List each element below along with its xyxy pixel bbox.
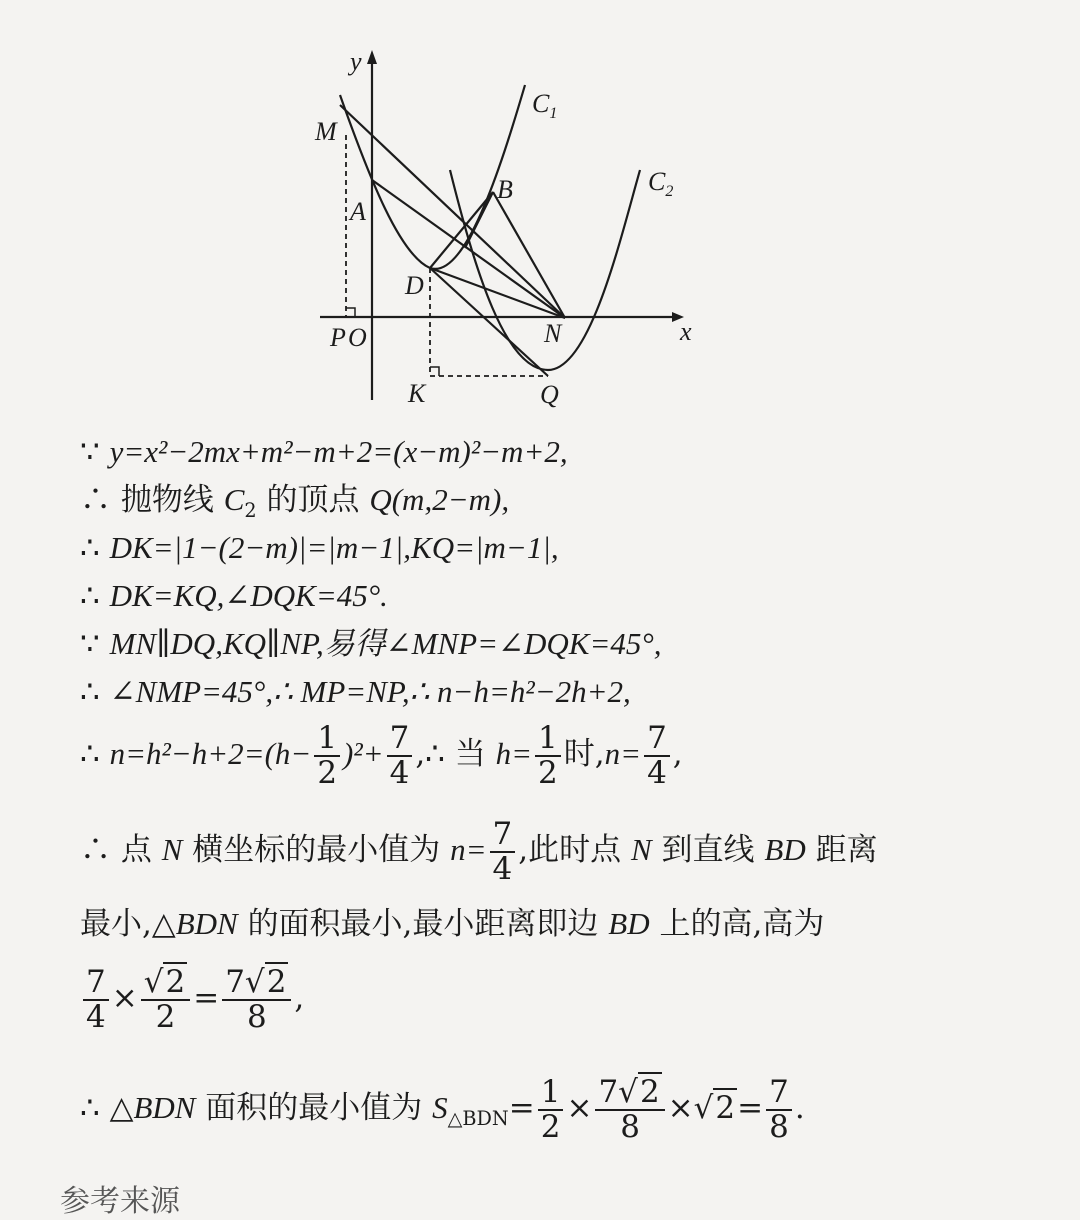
solution-line-7 <box>80 722 683 789</box>
comma: , <box>294 980 305 1017</box>
label-o: O <box>348 323 367 352</box>
fraction-1-2: $\frac{1}{2}$ <box>538 1076 564 1143</box>
sub: 2 <box>244 499 257 523</box>
text: ,此时点 <box>518 832 622 869</box>
solution-line-5 <box>80 624 662 664</box>
label-m: M <box>315 117 337 146</box>
line-db <box>430 192 493 268</box>
equation: Q(m,2−m), <box>369 482 510 517</box>
var: S <box>432 1090 448 1126</box>
text: 最小,△ <box>80 906 176 942</box>
right-angle-k <box>430 367 439 376</box>
parabola-figure <box>300 40 720 420</box>
solution-line-11 <box>80 1076 805 1143</box>
label-k: K <box>408 379 426 408</box>
times: × <box>111 980 138 1017</box>
equation: )²+ <box>343 736 384 772</box>
fraction-sqrt2-2: $\frac{√2}{2}$ <box>141 966 191 1033</box>
line-bn <box>493 192 565 318</box>
y-axis-arrow <box>367 50 377 64</box>
text: 横坐标的最小值为 <box>192 832 441 869</box>
because-symbol: ∵ <box>80 434 100 470</box>
equation: MN∥DQ,KQ∥NP,易得∠MNP=∠DQK=45°, <box>109 626 662 661</box>
text: 到直线 <box>661 832 755 869</box>
solution-line-6 <box>80 672 631 712</box>
fraction-7-4: $\frac{7}{4}$ <box>644 722 670 789</box>
label-y: y <box>350 47 362 76</box>
var: n= <box>450 832 487 868</box>
text: 的面积最小,最小距离即边 <box>247 906 599 942</box>
therefore-symbol: ∴ <box>80 482 111 518</box>
label-b: B <box>497 175 513 204</box>
therefore-symbol: ∴ <box>80 578 100 614</box>
fraction-1-2: $\frac{1}{2}$ <box>535 722 561 789</box>
equation: n=h²−h+2=(h− <box>109 736 312 772</box>
text: 面积的最小值为 <box>205 1090 423 1127</box>
sub: △BDN <box>447 1107 509 1131</box>
line-an <box>372 180 565 318</box>
equation: DK=|1−(2−m)|=|m−1|,KQ=|m−1|, <box>109 530 559 565</box>
line-dn <box>430 268 565 318</box>
fraction-1-2: $\frac{1}{2}$ <box>314 722 340 789</box>
text: ,∴ 当 <box>415 736 486 773</box>
label-n: N <box>544 319 562 348</box>
equals: = <box>508 1090 535 1127</box>
var: BDN <box>133 1090 196 1126</box>
text: 时, <box>563 736 605 773</box>
var: N <box>161 832 183 868</box>
var: BDN <box>175 906 238 941</box>
comma: , <box>672 736 683 773</box>
solution-line-10 <box>80 966 304 1033</box>
label-c1: $C_1$ <box>532 89 558 122</box>
radicand: 2 <box>715 1090 736 1127</box>
therefore-symbol: ∴ <box>80 736 100 773</box>
text: 点 <box>120 832 152 869</box>
equation: DK=KQ,∠DQK=45°. <box>109 578 388 613</box>
text: 的顶点 <box>266 482 360 518</box>
label-c2: $C_2$ <box>648 167 674 200</box>
var: h= <box>495 736 533 772</box>
period: . <box>794 1090 805 1127</box>
equals: = <box>193 980 220 1017</box>
line-mn <box>340 105 565 318</box>
times: × <box>566 1090 593 1127</box>
therefore-symbol: ∴ <box>80 530 100 566</box>
var: n= <box>604 736 642 772</box>
sqrt-symbol: √ <box>693 1090 714 1127</box>
label-x: x <box>680 317 692 346</box>
because-symbol: ∵ <box>80 626 100 662</box>
text: 距离 <box>815 832 878 869</box>
var: BD <box>608 906 650 941</box>
equation: y=x²−2mx+m²−m+2=(x−m)²−m+2, <box>109 434 568 469</box>
solution-line-4 <box>80 576 388 616</box>
therefore-symbol: ∴ <box>80 832 111 869</box>
fraction-7-4: $\frac{7}{4}$ <box>490 818 516 885</box>
equation: ∠NMP=45°,∴ MP=NP,∴ n−h=h²−2h+2, <box>109 674 631 709</box>
fraction-7-4: $\frac{7}{4}$ <box>83 966 109 1033</box>
cutoff-heading: 参考来源 <box>60 1184 180 1219</box>
solution-line-1 <box>80 432 568 472</box>
label-d: D <box>405 271 424 300</box>
label-a: A <box>350 197 366 226</box>
therefore-symbol: ∴ <box>80 1090 100 1127</box>
solution-line-9 <box>80 904 824 944</box>
solution-line-8 <box>80 818 878 885</box>
text: △ <box>109 1090 134 1127</box>
var: C <box>223 482 245 517</box>
fraction-7sqrt2-8: $\frac{7√2}{8}$ <box>595 1076 664 1143</box>
solution-line-3 <box>80 528 559 568</box>
solution-line-2 <box>80 480 509 531</box>
var: N <box>631 832 652 868</box>
var: BD <box>764 832 806 868</box>
label-p: P <box>330 323 346 352</box>
text: 上的高,高为 <box>659 906 825 942</box>
times: × <box>667 1090 694 1127</box>
fraction-7sqrt2-8: $\frac{7√2}{8}$ <box>222 966 291 1033</box>
fraction-7-8: $\frac{7}{8}$ <box>766 1076 792 1143</box>
equals: = <box>737 1090 764 1127</box>
right-angle-p <box>346 308 355 317</box>
therefore-symbol: ∴ <box>80 674 100 710</box>
text: 抛物线 <box>120 482 214 518</box>
label-q: Q <box>540 380 559 409</box>
fraction-7-4: $\frac{7}{4}$ <box>387 722 413 789</box>
